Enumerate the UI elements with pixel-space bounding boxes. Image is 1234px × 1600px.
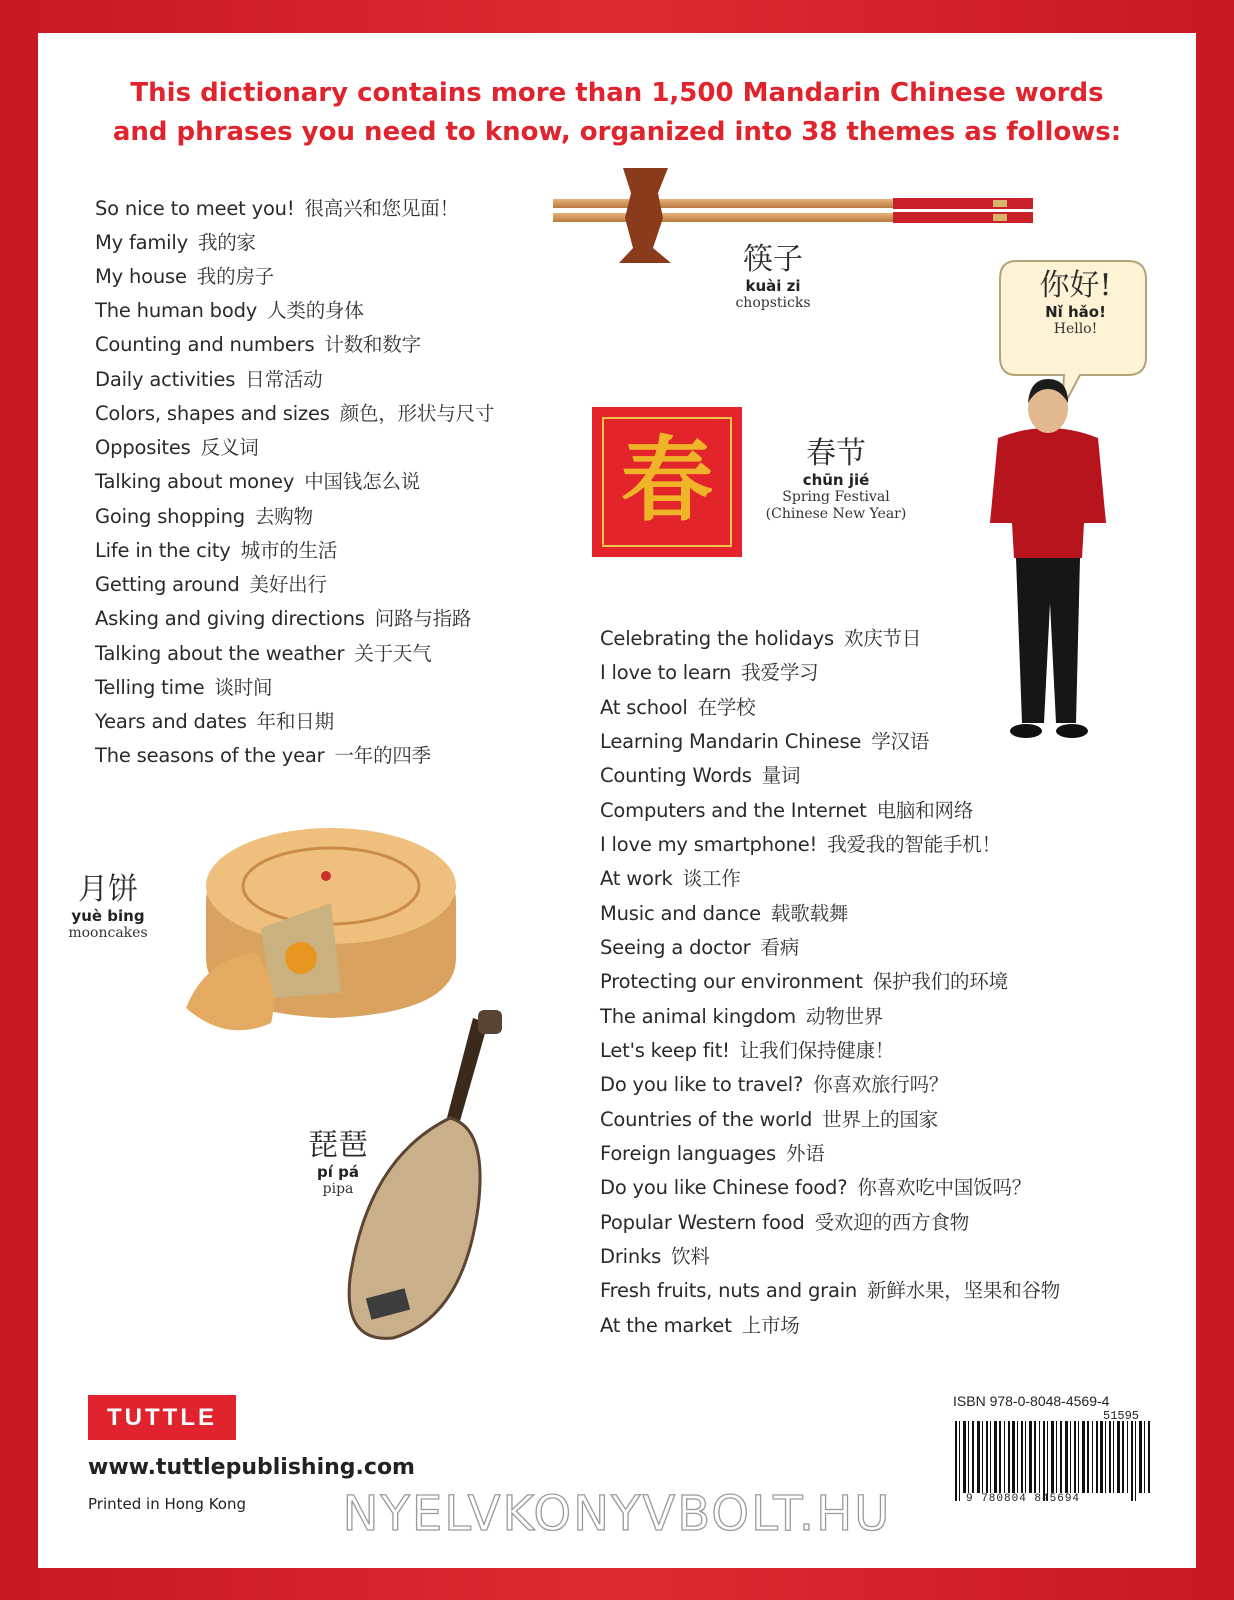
theme-item: Telling time 谈时间 <box>95 676 273 699</box>
theme-item: At work 谈工作 <box>600 867 741 890</box>
theme-item: Popular Western food 受欢迎的西方食物 <box>600 1211 969 1234</box>
price-code: 51595 <box>1103 1409 1140 1423</box>
theme-item: Fresh fruits, nuts and grain 新鲜水果，坚果和谷物 <box>600 1279 1061 1302</box>
theme-item: Asking and giving directions 问路与指路 <box>95 607 472 630</box>
theme-item: The animal kingdom 动物世界 <box>600 1005 884 1028</box>
watermark: NYELVKONYVBOLT.HU <box>342 1486 892 1542</box>
theme-item: Talking about money 中国钱怎么说 <box>95 470 420 493</box>
pipa-english: pipa <box>322 1181 354 1197</box>
spring-festival-seal <box>592 407 742 557</box>
theme-item: My family 我的家 <box>95 231 256 254</box>
spring-pinyin: chūn jié <box>802 471 870 489</box>
theme-item: The human body 人类的身体 <box>95 299 364 322</box>
theme-item: Protecting our environment 保护我们的环境 <box>600 970 1008 993</box>
headline-line-2: and phrases you need to know, organized into 38 themes as follows: <box>112 117 1122 147</box>
theme-item: I love to learn 我爱学习 <box>600 661 819 684</box>
spring-english-2: (Chinese New Year) <box>765 506 907 522</box>
printed-in-label: Printed in Hong Kong <box>88 1495 247 1513</box>
publisher-url[interactable]: www.tuttlepublishing.com <box>88 1455 415 1480</box>
theme-item: Counting Words 量词 <box>600 764 801 787</box>
headline-line-1: This dictionary contains more than 1,500 Mandarin Chinese words <box>130 78 1104 108</box>
man-trousers <box>1016 558 1080 723</box>
seal-character: 春 <box>620 426 713 534</box>
theme-item: At the market 上市场 <box>600 1314 800 1337</box>
theme-item: Colors, shapes and sizes 颜色，形状与尺寸 <box>95 402 495 425</box>
isbn-label: ISBN 978-0-8048-4569-4 <box>953 1393 1110 1409</box>
theme-item: At school 在学校 <box>600 696 756 719</box>
theme-item: Opposites 反义词 <box>95 436 259 459</box>
mooncake-slice <box>186 953 274 1030</box>
theme-item: Life in the city 城市的生活 <box>95 539 338 562</box>
theme-item: Learning Mandarin Chinese 学汉语 <box>600 730 930 753</box>
theme-item: Celebrating the holidays 欢庆节日 <box>600 627 922 650</box>
pipa-hanzi: 琵琶 <box>308 1128 368 1163</box>
spring-hanzi: 春节 <box>806 436 866 471</box>
theme-item: Going shopping 去购物 <box>95 505 313 528</box>
theme-item: Do you like to travel? 你喜欢旅行吗？ <box>600 1073 949 1096</box>
hello-hanzi: 你好! <box>1039 268 1112 303</box>
theme-item: So nice to meet you! 很高兴和您见面！ <box>95 197 459 220</box>
theme-item: My house 我的房子 <box>95 265 274 288</box>
theme-item: Computers and the Internet 电脑和网络 <box>600 799 974 822</box>
theme-item: Talking about the weather 关于天气 <box>95 642 432 665</box>
spring-caption <box>756 437 916 523</box>
chopstick-upper <box>553 198 1033 209</box>
man-shoe-right <box>1056 724 1088 738</box>
mooncake-yolk <box>285 942 317 974</box>
hello-english: Hello! <box>1053 321 1098 337</box>
chopsticks-english: chopsticks <box>735 295 811 311</box>
man-greeting-image <box>978 363 1118 748</box>
spring-english-1: Spring Festival <box>782 489 890 505</box>
headline <box>38 74 1196 152</box>
back-cover-page <box>38 33 1196 1568</box>
theme-item: Let's keep fit! 让我们保持健康！ <box>600 1039 895 1062</box>
theme-item: Daily activities 日常活动 <box>95 368 323 391</box>
mooncake-english: mooncakes <box>68 925 148 941</box>
pipa-neck <box>443 1018 488 1133</box>
chopsticks-hanzi: 筷子 <box>743 242 803 277</box>
mooncake-caption <box>58 873 158 942</box>
theme-item: Counting and numbers 计数和数字 <box>95 333 421 356</box>
chopsticks-pinyin: kuài zi <box>745 277 801 295</box>
theme-item: The seasons of the year 一年的四季 <box>95 744 431 767</box>
theme-item: Getting around 美好出行 <box>95 573 327 596</box>
chopstick-lower <box>553 212 1033 223</box>
mooncake-hanzi: 月饼 <box>78 872 138 907</box>
theme-item: Do you like Chinese food? 你喜欢吃中国饭吗？ <box>600 1176 1032 1199</box>
theme-item: Drinks 饮料 <box>600 1245 710 1268</box>
chopsticks-caption <box>718 243 828 312</box>
theme-item: Foreign languages 外语 <box>600 1142 825 1165</box>
theme-item: Countries of the world 世界上的国家 <box>600 1108 938 1131</box>
man-shoe-left <box>1010 724 1042 738</box>
barcode-number: 9 780804 845694 <box>966 1493 1081 1505</box>
theme-item: Music and dance 载歌载舞 <box>600 902 849 925</box>
hello-pinyin: Nǐ hǎo! <box>1045 303 1106 321</box>
pipa-head <box>478 1010 502 1034</box>
hello-caption <box>1003 269 1148 338</box>
mooncake-dot <box>321 871 331 881</box>
mooncake-pinyin: yuè bing <box>71 907 145 925</box>
pipa-pinyin: pí pá <box>317 1163 359 1181</box>
theme-item: I love my smartphone! 我爱我的智能手机！ <box>600 833 1001 856</box>
theme-item: Years and dates 年和日期 <box>95 710 334 733</box>
theme-item: Seeing a doctor 看病 <box>600 936 800 959</box>
man-jacket <box>990 428 1106 558</box>
tuttle-logo: TUTTLE <box>88 1395 236 1440</box>
pipa-image <box>338 1008 518 1348</box>
